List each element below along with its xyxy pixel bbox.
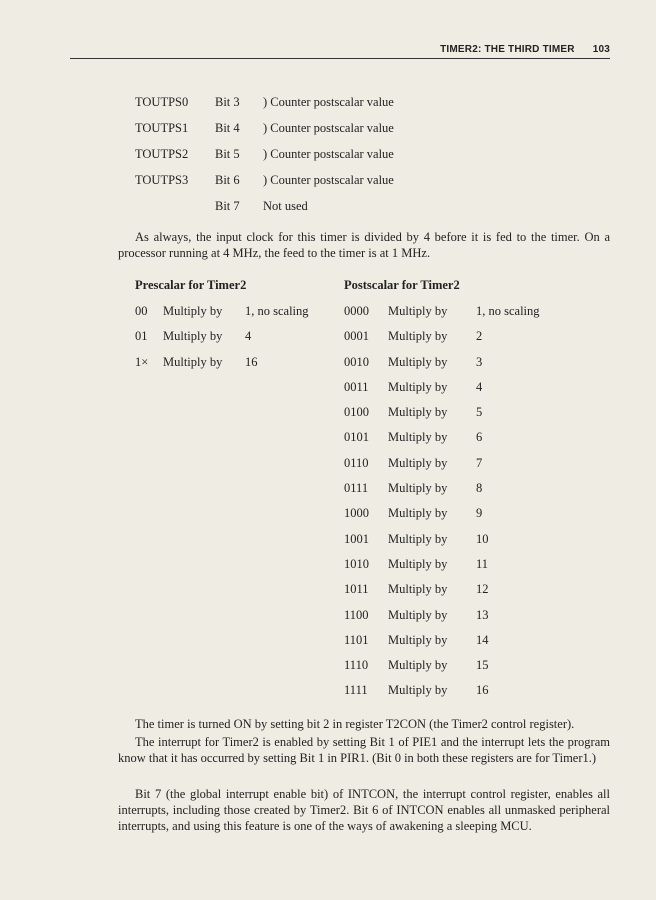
row-label: Multiply by <box>388 379 448 394</box>
row-code: 0111 <box>344 481 369 496</box>
row-label: Multiply by <box>388 683 448 698</box>
row-label: Multiply by <box>388 506 448 521</box>
table-row <box>344 657 540 682</box>
row-label: Multiply by <box>388 582 448 597</box>
row-value: 11 <box>476 556 489 571</box>
row-code: 1011 <box>344 582 369 597</box>
bit-row <box>135 94 394 120</box>
row-value: 7 <box>476 455 483 470</box>
row-code: 1010 <box>344 556 369 571</box>
prescalar-table <box>135 278 309 379</box>
row-label: Multiply by <box>388 531 448 546</box>
row-value: 13 <box>476 607 489 622</box>
row-label: Multiply by <box>388 430 448 445</box>
table-row <box>135 303 309 328</box>
table-row <box>344 556 540 581</box>
bit-number: Bit 6 <box>215 173 240 187</box>
row-code: 0011 <box>344 379 369 394</box>
postscalar-title: Postscalar for Timer2 <box>344 278 460 292</box>
row-code: 00 <box>135 304 148 318</box>
table-row <box>135 354 309 379</box>
row-label: Multiply by <box>388 556 448 571</box>
row-code: 1101 <box>344 632 369 647</box>
closing-paragraph-2: The interrupt for Timer2 is enabled by setting Bit 1 of PIE1 and the interrupt lets the program know that it has occurred by setting Bit 1 in PIR1. (Bit 0 in both these registers are for Timer1.) <box>118 735 610 765</box>
bit-description: ) Counter postscalar value <box>263 121 394 135</box>
bit-description: ) Counter postscalar value <box>263 95 394 109</box>
bit-name: TOUTPS0 <box>135 95 189 109</box>
bit-name: TOUTPS2 <box>135 147 189 161</box>
row-label: Multiply by <box>388 658 448 673</box>
row-code: 0100 <box>344 405 369 420</box>
bit-description: Not used <box>263 199 308 213</box>
table-row <box>344 379 540 404</box>
bit-number: Bit 5 <box>215 147 240 161</box>
bit-name: TOUTPS3 <box>135 173 189 187</box>
bit-number: Bit 4 <box>215 121 240 135</box>
page-number: 103 <box>592 44 610 55</box>
row-label: Multiply by <box>163 329 223 344</box>
row-code: 0101 <box>344 430 369 445</box>
table-row <box>344 328 540 353</box>
row-label: Multiply by <box>388 481 448 496</box>
table-row <box>344 480 540 505</box>
running-title: TIMER2: THE THIRD TIMER <box>440 44 575 55</box>
row-label: Multiply by <box>388 455 448 470</box>
row-label: Multiply by <box>388 304 448 318</box>
bit-description: ) Counter postscalar value <box>263 147 394 161</box>
row-value: 3 <box>476 354 483 369</box>
row-label: Multiply by <box>388 354 448 369</box>
closing-paragraph-1: The timer is turned ON by setting bit 2 in register T2CON (the Timer2 control register). <box>135 717 575 731</box>
table-row <box>344 682 540 707</box>
table-row <box>344 303 540 328</box>
table-row <box>344 531 540 556</box>
struck-bit-row <box>135 198 394 224</box>
table-row <box>135 328 309 353</box>
row-value: 15 <box>476 658 489 673</box>
row-code: 0000 <box>344 304 369 318</box>
table-row <box>344 455 540 480</box>
row-code: 1000 <box>344 506 369 521</box>
row-code: 1110 <box>344 658 369 673</box>
table-row <box>344 354 540 379</box>
bit-row <box>135 146 394 172</box>
row-code: 1111 <box>344 683 368 698</box>
bit-definition-list <box>135 94 394 224</box>
row-value: 2 <box>476 329 483 344</box>
table-row <box>344 607 540 632</box>
table-row <box>344 404 540 429</box>
row-value: 10 <box>476 531 489 546</box>
row-value: 1, no scaling <box>245 304 309 318</box>
table-row <box>344 632 540 657</box>
prescalar-title: Prescalar for Timer2 <box>135 278 247 292</box>
postscalar-table <box>344 278 540 708</box>
bit-number: Bit 3 <box>215 95 240 109</box>
table-row <box>344 581 540 606</box>
page-header <box>70 44 610 59</box>
row-value: 12 <box>476 582 489 597</box>
row-code: 0110 <box>344 455 369 470</box>
row-value: 4 <box>245 329 252 344</box>
row-label: Multiply by <box>163 354 223 369</box>
closing-paragraph-3: Bit 7 (the global interrupt enable bit) of INTCON, the interrupt control register, enables all interrupts, including those created by Timer2. Bit 6 of INTCON enables all unmasked peripheral interrupts, and using this feature is one of the ways of awakening a sleeping MCU. <box>118 787 610 833</box>
row-label: Multiply by <box>388 632 448 647</box>
row-value: 1, no scaling <box>476 304 540 318</box>
intro-paragraph: As always, the input clock for this timer is divided by 4 before it is fed to the timer. On a processor running at 4 MHz, the feed to the timer is at 1 MHz. <box>118 230 610 260</box>
row-value: 8 <box>476 481 483 496</box>
bit-row <box>135 120 394 146</box>
row-code: 0010 <box>344 354 369 369</box>
bit-name: TOUTPS1 <box>135 121 189 135</box>
row-value: 14 <box>476 632 489 647</box>
row-code: 1× <box>135 354 149 369</box>
row-label: Multiply by <box>388 329 448 344</box>
row-code: 01 <box>135 329 148 344</box>
bit-row <box>135 172 394 198</box>
row-code: 0001 <box>344 329 369 344</box>
row-value: 16 <box>476 683 489 698</box>
bit-number: Bit 7 <box>215 199 240 213</box>
row-label: Multiply by <box>388 607 448 622</box>
row-value: 4 <box>476 379 483 394</box>
row-value: 5 <box>476 405 483 420</box>
row-value: 9 <box>476 506 483 521</box>
bit-name-blank <box>135 198 215 214</box>
row-code: 1100 <box>344 607 369 622</box>
row-label: Multiply by <box>388 405 448 420</box>
row-value: 16 <box>245 354 258 369</box>
row-code: 1001 <box>344 531 369 546</box>
row-value: 6 <box>476 430 483 445</box>
table-row <box>344 505 540 530</box>
bit-description: ) Counter postscalar value <box>263 173 394 187</box>
table-row <box>344 429 540 454</box>
row-label: Multiply by <box>163 304 223 318</box>
